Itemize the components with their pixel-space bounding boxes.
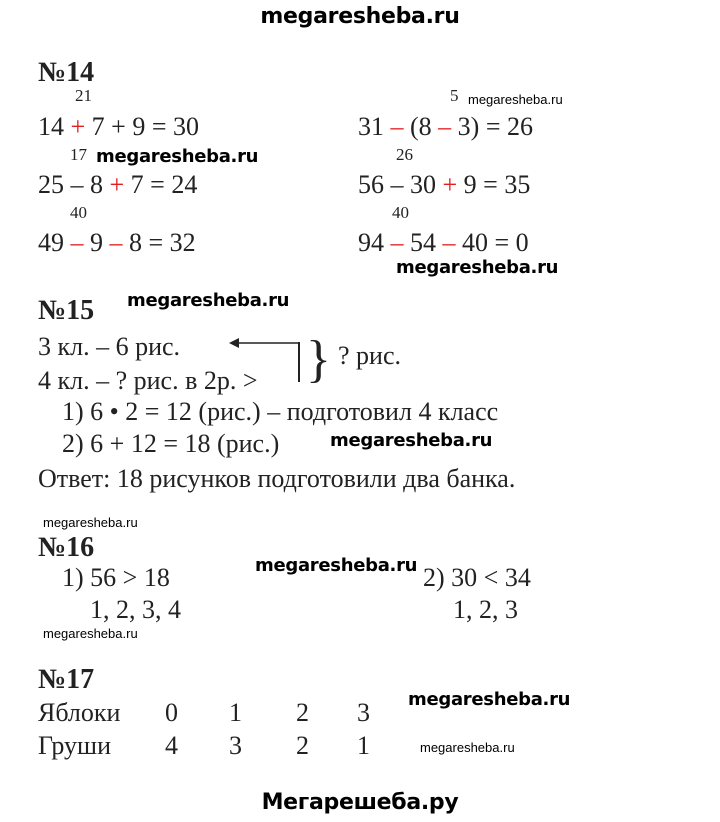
task-15-title: №15: [38, 295, 95, 326]
comparison: 1) 56 > 18: [62, 563, 170, 592]
task-16-title: №16: [38, 532, 95, 563]
watermark: megaresheba.ru: [420, 740, 515, 755]
hint: 40: [70, 203, 87, 222]
arrow-icon: [225, 335, 301, 349]
solution-step: 1) 6 • 2 = 12 (рис.) – подготовил 4 класс: [62, 397, 499, 426]
watermark: megaresheba.ru: [255, 555, 418, 576]
equation: 31 – (8 – 3) = 26: [358, 112, 533, 141]
cell: 3: [229, 731, 242, 760]
condition-line: 3 кл. – 6 рис.: [38, 332, 181, 361]
hint: 21: [75, 86, 92, 105]
footer-watermark: Мегарешеба.ру: [261, 790, 459, 815]
watermark: megaresheba.ru: [43, 626, 138, 641]
row-label: Груши: [38, 731, 111, 760]
task-17-title: №17: [38, 664, 95, 695]
hint: 40: [392, 203, 409, 222]
cell: 1: [357, 731, 370, 760]
cell: 2: [296, 731, 309, 760]
cell: 0: [165, 698, 178, 727]
hint: 26: [396, 145, 413, 164]
answer: Ответ: 18 рисунков подготовили два банка.: [38, 464, 516, 493]
cell: 2: [296, 698, 309, 727]
equation: 94 – 54 – 40 = 0: [358, 228, 529, 257]
task-14-title: №14: [38, 57, 95, 88]
watermark: megaresheba.ru: [468, 92, 563, 107]
condition-line: 4 кл. – ? рис. в 2р. >: [38, 366, 258, 395]
watermark: megaresheba.ru: [43, 515, 138, 530]
equation: 49 – 9 – 8 = 32: [38, 228, 196, 257]
watermark: megaresheba.ru: [330, 430, 493, 451]
equation: 56 – 30 + 9 = 35: [358, 170, 531, 199]
comparison: 2) 30 < 34: [423, 563, 531, 592]
cell: 1: [229, 698, 242, 727]
brace-icon: }: [306, 331, 331, 388]
watermark: megaresheba.ru: [96, 146, 259, 167]
cell: 4: [165, 731, 178, 760]
equation: 25 – 8 + 7 = 24: [38, 170, 198, 199]
row-label: Яблоки: [38, 698, 121, 727]
arrow-line: [298, 342, 300, 382]
cell: 3: [357, 698, 370, 727]
header-watermark: megaresheba.ru: [260, 4, 460, 29]
equation: 14 + 7 + 9 = 30: [38, 112, 199, 141]
watermark: megaresheba.ru: [127, 290, 290, 311]
solution-step: 2) 6 + 12 = 18 (рис.): [62, 429, 280, 458]
hint: 17: [70, 145, 87, 164]
watermark: megaresheba.ru: [396, 257, 559, 278]
brace-label: ? рис.: [338, 341, 401, 370]
watermark: megaresheba.ru: [408, 689, 571, 710]
digits: 1, 2, 3: [453, 595, 518, 624]
hint: 5: [450, 86, 459, 105]
digits: 1, 2, 3, 4: [90, 595, 181, 624]
